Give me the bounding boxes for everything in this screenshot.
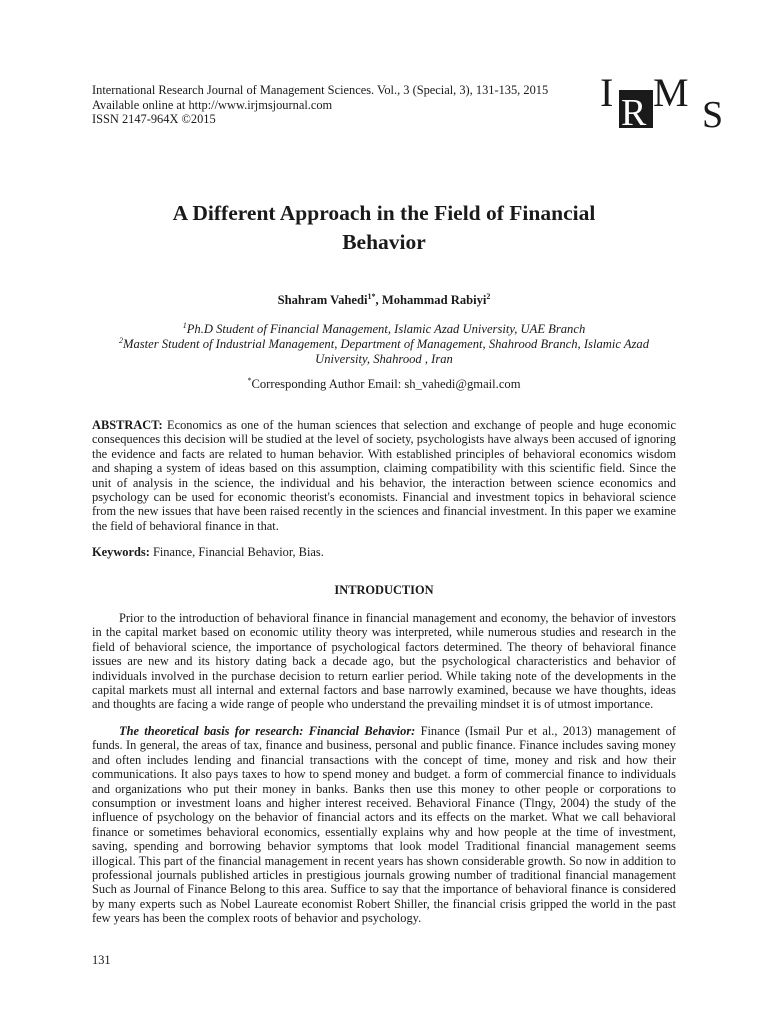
affiliation-1-text: Ph.D Student of Financial Management, Islamic Azad University, UAE Branch bbox=[186, 322, 586, 336]
affiliations bbox=[92, 322, 676, 367]
author-2: Mohammad Rabiyi bbox=[381, 293, 487, 307]
title-line-2: Behavior bbox=[342, 230, 426, 254]
author-1-marker: 1* bbox=[367, 291, 376, 301]
abstract-label: ABSTRACT: bbox=[92, 418, 163, 432]
introduction-paragraph-2 bbox=[92, 724, 676, 926]
abstract-text: Economics as one of the human sciences that selection and exchange of people and huge economic consequences this decision will be studied at the level of society, psychologists have always been accused of ignoring the evidence and facts are related to human behavior. With established principles of behavioral economics wisdom and shaping a system of ideas based on this assumption, claiming compatibility with this scientific field. Since the unit of analysis in the science, the individual and his behavior, the interaction between science economics and psychology can be used for economic theorist's economists. Financial and investment topics in behavioral science from the new issues that have been raised recently in the sciences and financial investment. In this paper we examine the field of behavioral finance in that. bbox=[92, 418, 676, 533]
author-1: Shahram Vahedi bbox=[277, 293, 368, 307]
author-list bbox=[92, 293, 676, 308]
journal-header bbox=[92, 83, 548, 127]
affiliation-2-marker: 2 bbox=[118, 335, 123, 345]
logo-letter-r: R bbox=[621, 92, 647, 130]
keywords-label: Keywords: bbox=[92, 545, 150, 559]
affiliation-2-text: Master Student of Industrial Management, Department of Management, Shahrood Branch, Islamic Azad University, Shahrood , Iran bbox=[122, 337, 650, 366]
introduction-paragraph-2-text: Finance (Ismail Pur et al., 2013) management of funds. In general, the areas of tax, finance and business, personal and public finance. Finance includes saving money and often includes lending and financial transactions with the concept of time, money and risk and how their communications. It also pays taxes to how to spend money and budget. a form of commercial finance to individuals and organizations who put their money in banks. Banks then use this money to other people or corporations to consumption or investment loans and higher interest received. Behavioral Finance (Tlngy, 2004) the study of the influence of psychology on the behavior of financial actors and its effects on the market. What we call behavioral finance or sometimes behavioral economics, essentially explains why and how people at the time of investment, saving, spending and borrowing behavior symptoms that look model Traditional financial management seems illogical. This part of the financial management in recent years has shown considerable growth. So now in addition to professional journals published articles in prestigious journals growing number of traditional financial management Such as Journal of Finance Belong to this area. Suffice to say that the importance of behavioral finance is considered by many experts such as Nobel Laureate economist Robert Shiller, the financial crisis gripped the world in the past few years has been the complex roots of behavior and psychology. bbox=[92, 724, 676, 926]
introduction-heading: INTRODUCTION bbox=[334, 583, 434, 597]
page-number: 131 bbox=[92, 953, 111, 967]
keywords-text: Finance, Financial Behavior, Bias. bbox=[152, 545, 324, 559]
affiliation-1-marker: 1 bbox=[182, 320, 187, 330]
corresponding-email: Corresponding Author Email: sh_vahedi@gmail.com bbox=[251, 377, 521, 391]
title-line-1: A Different Approach in the Field of Financial bbox=[172, 201, 596, 225]
paper-title bbox=[100, 199, 668, 257]
logo-letter-i: I bbox=[600, 70, 614, 115]
corresponding-marker: * bbox=[247, 375, 252, 385]
affiliation-2 bbox=[92, 337, 676, 367]
author-2-marker: 2 bbox=[486, 291, 491, 301]
irms-logo bbox=[598, 70, 732, 130]
author-separator: , bbox=[375, 293, 382, 307]
affiliation-1 bbox=[92, 322, 676, 337]
journal-website: Available online at http://www.irjmsjournal.com bbox=[92, 97, 333, 112]
journal-issn: ISSN 2147-964X ©2015 bbox=[92, 112, 216, 126]
introduction-paragraph-1: Prior to the introduction of behavioral finance in financial management and economy, the behavior of investors in the capital market based on economic utility theory was interpreted, while numerous studies and research in the field of behavioral science, the importance of psychological factors determined. The theory of behavioral finance issues are new and its history dating back a decade ago, but the psychological characteristics and behavior of individuals involved in the purchase decision to return earlier period. While taking note of the developments in the capital markets must all internal and external factors and base narrowly examined, because we have thoughts, ideas and thoughts are facing a wide range of people who understand the prevailing mindset it is of utmost importance. bbox=[92, 611, 676, 712]
logo-letter-m: M bbox=[653, 70, 689, 115]
theoretical-basis-lead: The theoretical basis for research: Financial Behavior: bbox=[119, 724, 416, 738]
abstract bbox=[92, 418, 676, 533]
corresponding-author bbox=[92, 377, 676, 392]
journal-citation: International Research Journal of Management Sciences. Vol., 3 (Special, 3), 131-135, 2015 bbox=[92, 83, 549, 97]
logo-letter-s: S bbox=[702, 94, 724, 130]
keywords bbox=[92, 545, 676, 559]
